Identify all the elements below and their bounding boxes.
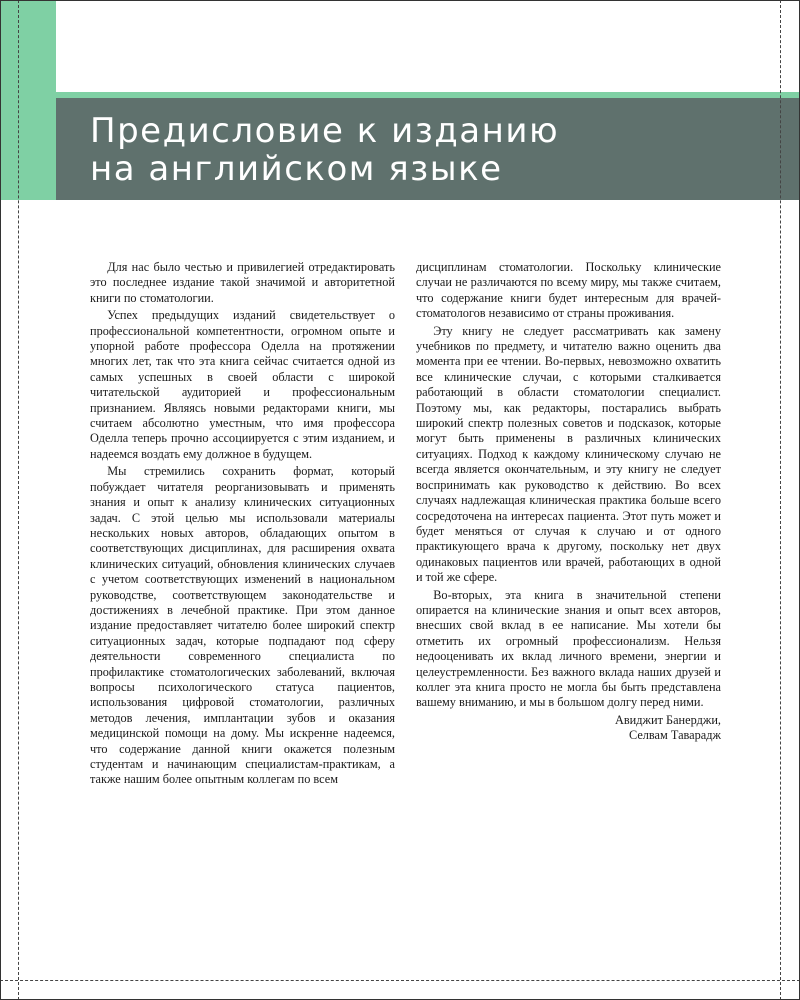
paragraph: Для нас было честью и привилегией отредактировать это последнее издание такой значимой и авторитетной книги по стоматологии. [90,260,395,305]
signature-line-1: Авиджит Банерджи, [614,712,721,727]
paragraph: Успех предыдущих изданий свидетельствует о профессиональной компетентности, огромном опыте и упорной работе профессора Оделла на протяжении многих лет, так что эта книга сейчас считается одной из самых успешных в своей области с широкой читательской аудиторией и профессиональным признанием. Являясь новыми редакторами книги, мы считаем абсолютно уместным, что имя профессора Оделла теперь прочно ассоциируется с этим изданием, и надеемся воздать ему должное в будущем. [90,308,395,461]
page-title-line-2: на английском языке [90,149,503,189]
paragraph: Мы стремились сохранить формат, который побуждает читателя реорганизовывать и применять знания и опыт к анализу клинических ситуационных задач. С этой целью мы использовали материалы нескольких новых авторов, обладающих опытом в соответствующих дисциплинах, для расширения охвата клинических ситуаций, обновления клинических случаев с учетом соответствующих изменений в национальном руководстве, соответствующем законодательстве и достижениях в лечебной практике. При этом данное издание предоставляет читателю более широкий спектр ситуационных задач, которые подпадают под сферу деятельности современного специалиста по профилактике стоматологических заболеваний, включая вопросы психологического статуса пациентов, использования цифровой стоматологии, различных методов лечения, имплантации зубов и оказания медицинской помощи на дому. Мы искренне надеемся, что содержание данной книги окажется полезным студентам и начинающим специалистам-практикам, а также нашим более опытным коллегам по всем [90,464,395,787]
paragraph: Во-вторых, эта книга в значительной степени опирается на клинические знания и опыт всех авторов, внесших свой вклад в ее написание. Мы хотели бы отметить их огромный профессионализм. Нельзя недооценивать их вклад личного времени, энергии и целеустремленности. Без важного вклада наших друзей и коллег эта книга просто не могла бы быть представлена вашему вниманию, и мы в большом долгу перед ними. [416,587,721,710]
paragraph-continuation: дисциплинам стоматологии. Поскольку клинические случаи не различаются по всему миру, мы также считаем, что содержание книги будет интересным для врачей-стоматологов независимо от страны проживания. [416,260,721,321]
page-title-line-1: Предисловие к изданию [90,111,560,151]
signature-line-2: Селвам Таварадж [628,728,721,743]
paragraph: Эту книгу не следует рассматривать как замену учебников по предмету, и читателю важно оценить два момента при ее чтении. Во-первых, невозможно охватить все клинические случаи, с которыми сталкивается работающий в области стоматологии специалист. Поэтому мы, как редакторы, постарались выбрать широкий спектр полезных советов и подсказок, которые могут быть применены в различных клинических ситуациях. Подход к каждому клиническому случаю не всегда является окончательным, и эту книгу не следует воспринимать как руководство к действию. Во всех случаях надлежащая клиническая практика больше всего сосредоточена на интересах пациента. Этот путь может и будет меняться от случая к случаю и от одного практикующего врача к другому, поскольку нет двух одинаковых пациентов или врачей, работающих в одной и той же сфере. [416,323,721,585]
